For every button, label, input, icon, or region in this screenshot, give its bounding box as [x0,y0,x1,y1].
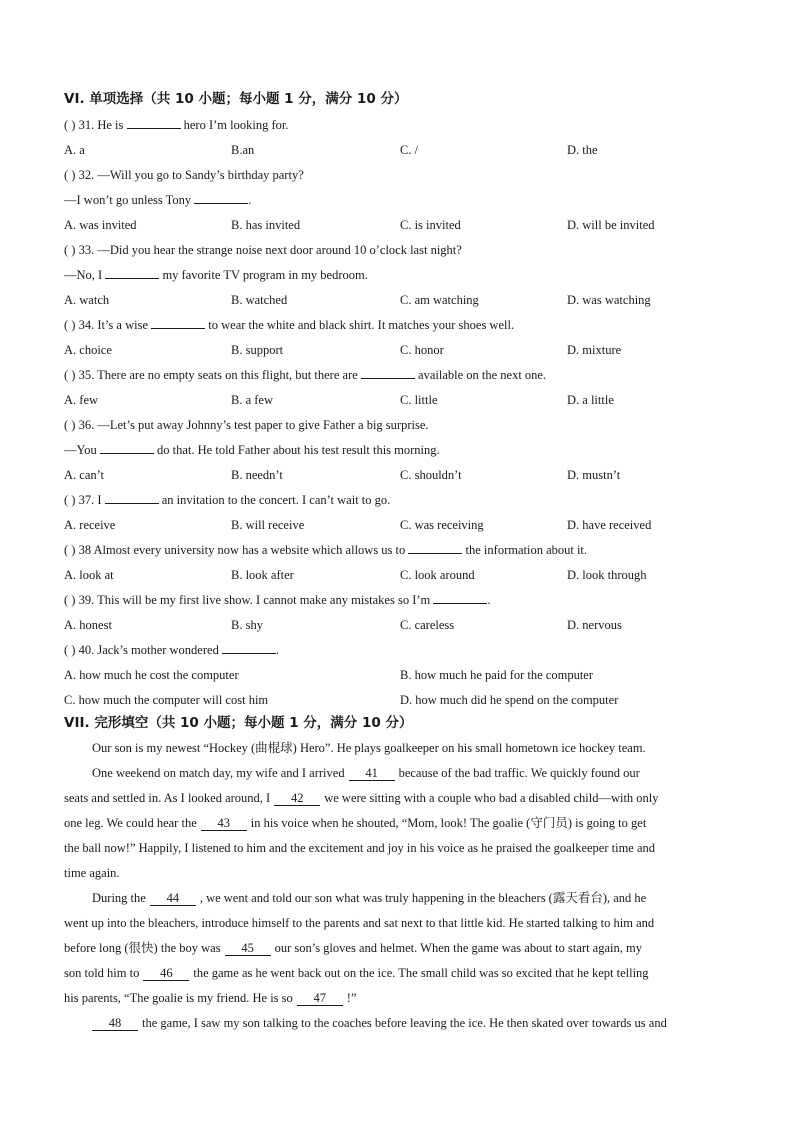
option-a: A. few [64,393,99,407]
question-40-options-row-1 [0,666,794,684]
option-b: B. look after [231,568,294,582]
paragraph-line [64,761,730,786]
question-33-options [0,291,794,309]
question-39-options [0,616,794,634]
cloze-blank-48: 48 [92,1016,138,1031]
cloze-paragraph-2 [64,761,730,886]
option-a: A. look at [64,568,114,582]
option-d: D. the [567,143,598,157]
text-segment: in his voice when he shouted, “Mom, look! The goalie (守门员) is going to get [250,816,647,830]
question-34-options [0,341,794,359]
question-35-stem-end: available on the next one. [418,368,547,382]
option-d: D. look through [567,568,647,582]
question-33: ( ) 33. —Did you hear the strange noise next door around 10 o’clock last night? [64,243,462,257]
option-a: A. can’t [64,468,105,482]
option-c: C. is invited [400,218,461,232]
question-38 [64,541,587,559]
cloze-blank-45: 45 [225,941,271,956]
option-c: C. careless [400,618,455,632]
option-c: C. shouldn’t [400,468,462,482]
option-a: A. a [64,143,85,157]
answer-blank [151,316,205,329]
text-segment: our son’s gloves and helmet. When the game was about to start again, my [274,941,642,955]
paragraph-line [64,811,730,836]
question-36-line-2-start: —You [64,443,97,457]
paragraph-line: time again. [64,866,120,880]
option-d: D. was watching [567,293,651,307]
question-40 [64,641,279,659]
cloze-blank-44: 44 [150,891,196,906]
option-c: C. little [400,393,438,407]
cloze-paragraph-4 [64,1011,730,1036]
question-31-stem-end: hero I’m looking for. [183,118,289,132]
cloze-paragraph-1 [64,736,730,761]
question-37-stem-start: ( ) 37. I [64,493,102,507]
text-segment: before long (很快) the boy was [64,941,221,955]
option-d: D. a little [567,393,614,407]
cloze-blank-47: 47 [297,991,343,1006]
option-b: B. watched [231,293,288,307]
option-b: B. shy [231,618,263,632]
question-37-stem-end: an invitation to the concert. I can’t wait to go. [161,493,391,507]
question-36: ( ) 36. —Let’s put away Johnny’s test paper to give Father a big surprise. [64,418,429,432]
question-39-stem-end: . [487,593,491,607]
option-a: A. honest [64,618,112,632]
answer-blank [222,641,276,654]
cloze-paragraph-3 [64,886,730,1011]
paragraph-line: went up into the bleachers, introduce himself to the parents and sat next to that little kid. He started talking to him and [64,916,655,930]
question-36-line-2-end: do that. He told Father about his test result this morning. [157,443,440,457]
answer-blank [100,441,154,454]
answer-blank [408,541,462,554]
paragraph-line [64,886,730,911]
text-segment: the game, I saw my son talking to the coaches before leaving the ice. He then skated over towards us and [142,1016,667,1030]
option-d: D. mixture [567,343,622,357]
option-d: D. will be invited [567,218,655,232]
option-b: B. will receive [231,518,305,532]
option-c: C. honor [400,343,444,357]
text-segment: we were sitting with a couple who bad a disabled child—with only [324,791,659,805]
option-d: D. how much did he spend on the computer [400,693,619,707]
text-segment: During the [92,891,146,905]
question-34-stem-end: to wear the white and black shirt. It matches your shoes well. [208,318,515,332]
question-37 [64,491,390,509]
option-a: A. receive [64,518,116,532]
option-d: D. have received [567,518,652,532]
option-a: A. choice [64,343,112,357]
question-39-stem-start: ( ) 39. This will be my first live show. I cannot make any mistakes so I’m [64,593,431,607]
question-32-line-2 [64,191,251,209]
question-36-line-2 [64,441,440,459]
answer-blank [433,591,487,604]
paragraph-line [64,986,730,1011]
question-31-stem-start: ( ) 31. He is [64,118,124,132]
text-segment: because of the bad traffic. We quickly found our [398,766,640,780]
question-35-stem-start: ( ) 35. There are no empty seats on this flight, but there are [64,368,358,382]
option-b: B. how much he paid for the computer [400,668,594,682]
section-6-title: VI. 单项选择（共 10 小题；每小题 1 分，满分 10 分） [64,91,408,107]
question-35-options [0,391,794,409]
question-38-stem-start: ( ) 38 Almost every university now has a website which allows us to [64,543,406,557]
option-b: B.an [231,143,255,157]
question-40-options-row-2 [0,691,794,709]
option-c: C. am watching [400,293,479,307]
question-31-options [0,141,794,159]
question-31 [64,116,288,134]
paragraph-line [64,936,730,961]
question-32-line-2-start: —I won’t go unless Tony [64,193,192,207]
option-c: C. / [400,143,419,157]
question-33-line-2-start: —No, I [64,268,103,282]
text-segment: the game as he went back out on the ice. The small child was so excited that he kept telling [193,966,649,980]
question-34-stem-start: ( ) 34. It’s a wise [64,318,149,332]
option-b: B. a few [231,393,273,407]
option-b: B. has invited [231,218,301,232]
option-a: A. how much he cost the computer [64,668,239,682]
section-7-title: VII. 完形填空（共 10 小题；每小题 1 分，满分 10 分） [64,715,413,731]
text-segment: , we went and told our son what was truly happening in the bleachers (露天看台), and he [199,891,647,905]
cloze-blank-43: 43 [201,816,247,831]
question-32: ( ) 32. —Will you go to Sandy’s birthday party? [64,168,304,182]
option-d: D. nervous [567,618,622,632]
question-32-line-2-end: . [248,193,252,207]
answer-blank [361,366,415,379]
text-segment: one leg. We could hear the [64,816,197,830]
question-38-stem-end: the information about it. [465,543,588,557]
question-39 [64,591,491,609]
option-c: C. was receiving [400,518,484,532]
cloze-blank-42: 42 [274,791,320,806]
option-b: B. support [231,343,284,357]
text-segment: !” [346,991,357,1005]
question-40-stem-start: ( ) 40. Jack’s mother wondered [64,643,219,657]
question-40-stem-end: . [275,643,280,657]
question-36-options [0,466,794,484]
option-d: D. mustn’t [567,468,621,482]
paragraph-line [64,786,730,811]
answer-blank [105,266,159,279]
question-37-options [0,516,794,534]
option-a: A. was invited [64,218,137,232]
question-32-options [0,216,794,234]
question-34 [64,316,514,334]
text-segment: son told him to [64,966,140,980]
option-c: C. how much the computer will cost him [64,693,269,707]
text-segment: seats and settled in. As I looked around, I [64,791,271,805]
answer-blank [105,491,159,504]
answer-blank [127,116,181,129]
paragraph-line: Our son is my newest “Hockey (曲棍球) Hero”. He plays goalkeeper on his small hometown ice hockey team. [92,741,646,755]
paragraph-line [64,1011,730,1036]
question-33-line-2 [64,266,368,284]
question-35 [64,366,546,384]
answer-blank [194,191,248,204]
question-33-line-2-end: my favorite TV program in my bedroom. [162,268,368,282]
cloze-blank-46: 46 [143,966,189,981]
option-a: A. watch [64,293,110,307]
text-segment: his parents, “The goalie is my friend. He is so [64,991,293,1005]
paragraph-line [64,961,730,986]
paragraph-line: the ball now!” Happily, I listened to him and the excitement and joy in his voice as he praised the goalkeeper time and [64,841,656,855]
text-segment: One weekend on match day, my wife and I arrived [92,766,345,780]
option-b: B. needn’t [231,468,283,482]
option-c: C. look around [400,568,475,582]
cloze-blank-41: 41 [349,766,395,781]
question-38-options [0,566,794,584]
